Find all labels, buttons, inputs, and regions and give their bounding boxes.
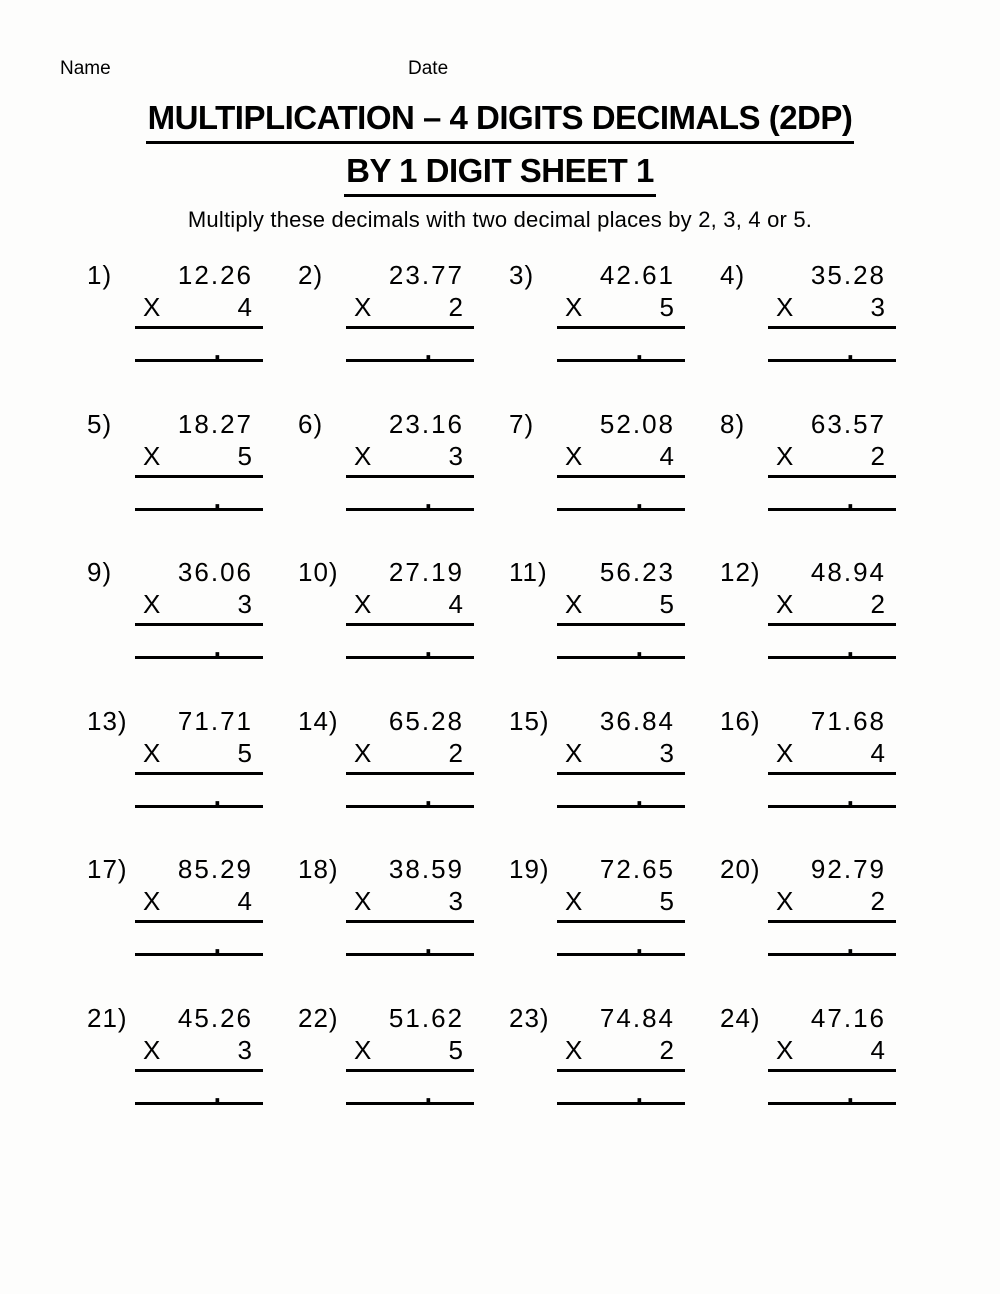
multiplication-problem xyxy=(296,555,507,662)
problem-number: 9) xyxy=(87,557,113,587)
problem-number: 24) xyxy=(720,1002,761,1033)
answer-line-bottom xyxy=(557,953,685,956)
problem-number: 15) xyxy=(509,705,550,736)
multiplier-value: 2 xyxy=(870,589,886,619)
problem-work-area xyxy=(768,852,896,959)
decimal-point-placeholder: . xyxy=(213,335,221,365)
answer-space xyxy=(135,775,263,811)
answer-line-bottom xyxy=(768,805,896,808)
name-label: Name xyxy=(60,58,111,79)
problem-work-area xyxy=(768,555,896,662)
decimal-point-placeholder: . xyxy=(424,780,432,811)
problem-number: 18) xyxy=(298,854,339,884)
multiplier-row xyxy=(346,441,474,478)
answer-space xyxy=(557,329,685,365)
decimal-point-placeholder: . xyxy=(424,632,432,662)
answer-line-bottom xyxy=(135,953,263,956)
multiplier-value: 4 xyxy=(448,589,464,619)
problem-number: 4) xyxy=(720,260,746,290)
multiplicand-value: 36.84 xyxy=(599,705,675,736)
problem-number: 3) xyxy=(509,260,535,290)
answer-space xyxy=(135,1072,263,1108)
answer-space xyxy=(768,775,896,811)
multiplier-value: 3 xyxy=(237,589,253,619)
multiplier-row xyxy=(135,441,263,478)
multiplier-row xyxy=(768,1035,896,1072)
problem-number: 19) xyxy=(509,854,550,884)
multiplier-row xyxy=(557,292,685,329)
header-meta xyxy=(0,58,1000,82)
answer-line-bottom xyxy=(346,805,474,808)
problem-number: 6) xyxy=(298,408,324,439)
multiplicand-value: 18.27 xyxy=(177,408,253,439)
decimal-point-placeholder: . xyxy=(424,1077,432,1108)
multiplication-problem xyxy=(296,704,507,811)
multiplicand-value: 74.84 xyxy=(599,1002,675,1033)
decimal-point-placeholder: . xyxy=(213,632,221,662)
multiplicand-value: 45.26 xyxy=(177,1002,253,1033)
answer-line-bottom xyxy=(557,805,685,808)
problems-grid xyxy=(85,258,929,1108)
answer-line-bottom xyxy=(768,359,896,362)
problem-work-area xyxy=(557,407,685,514)
multiplier-value: 4 xyxy=(237,292,253,322)
multiplication-problem xyxy=(85,1001,296,1108)
multiplier-value: 2 xyxy=(448,292,464,322)
decimal-point-placeholder: . xyxy=(213,1077,221,1108)
worksheet-title-line2: BY 1 DIGIT SHEET 1 xyxy=(344,151,656,197)
problem-number: 16) xyxy=(720,705,761,736)
multiplication-problem xyxy=(85,555,296,662)
answer-space xyxy=(768,923,896,959)
multiplier-value: 2 xyxy=(448,737,464,768)
problem-number: 13) xyxy=(87,705,128,736)
multiplicand-value: 92.79 xyxy=(810,854,886,884)
multiplier-value: 3 xyxy=(448,886,464,916)
multiplicand-value: 12.26 xyxy=(177,260,253,290)
multiplication-problem xyxy=(718,555,929,662)
multiply-sign: X xyxy=(776,292,795,322)
multiplier-row xyxy=(346,886,474,923)
multiplier-value: 3 xyxy=(448,440,464,471)
problem-work-area xyxy=(135,704,263,811)
decimal-point-placeholder: . xyxy=(846,929,854,959)
multiplication-problem xyxy=(296,852,507,959)
title-row-2 xyxy=(0,151,1000,197)
multiplier-value: 2 xyxy=(870,440,886,471)
multiplier-row xyxy=(346,589,474,626)
multiplier-row xyxy=(557,589,685,626)
multiplicand-value: 71.68 xyxy=(810,705,886,736)
multiplication-problem xyxy=(296,258,507,365)
multiplicand-value: 35.28 xyxy=(810,260,886,290)
decimal-point-placeholder: . xyxy=(846,1077,854,1108)
problem-number: 2) xyxy=(298,260,324,290)
multiplier-value: 5 xyxy=(659,589,675,619)
multiplier-row xyxy=(557,738,685,775)
multiplier-row xyxy=(346,292,474,329)
answer-space xyxy=(768,1072,896,1108)
problem-number: 7) xyxy=(509,408,535,439)
multiplicand-value: 23.77 xyxy=(388,260,464,290)
multiplication-problem xyxy=(507,852,718,959)
problem-number: 5) xyxy=(87,408,113,439)
worksheet-title-line1: MULTIPLICATION – 4 DIGITS DECIMALS (2DP) xyxy=(146,98,855,144)
date-label: Date xyxy=(408,58,449,79)
multiply-sign: X xyxy=(565,292,584,322)
multiply-sign: X xyxy=(776,589,795,619)
answer-line-bottom xyxy=(346,953,474,956)
multiplier-row xyxy=(135,738,263,775)
multiplier-value: 5 xyxy=(237,440,253,471)
multiplicand-value: 56.23 xyxy=(599,557,675,587)
multiplier-row xyxy=(346,1035,474,1072)
multiply-sign: X xyxy=(565,886,584,916)
problem-work-area xyxy=(135,555,263,662)
multiply-sign: X xyxy=(776,440,795,471)
multiplier-value: 5 xyxy=(237,737,253,768)
decimal-point-placeholder: . xyxy=(424,929,432,959)
multiplicand-value: 71.71 xyxy=(177,705,253,736)
answer-line-bottom xyxy=(557,359,685,362)
problem-number: 17) xyxy=(87,854,128,884)
answer-line-bottom xyxy=(135,508,263,511)
title-block xyxy=(0,98,1000,233)
multiplier-value: 3 xyxy=(659,737,675,768)
multiply-sign: X xyxy=(776,886,795,916)
decimal-point-placeholder: . xyxy=(635,929,643,959)
answer-space xyxy=(135,923,263,959)
problem-work-area xyxy=(346,852,474,959)
multiplier-row xyxy=(557,886,685,923)
decimal-point-placeholder: . xyxy=(635,1077,643,1108)
answer-line-bottom xyxy=(346,359,474,362)
decimal-point-placeholder: . xyxy=(846,335,854,365)
decimal-point-placeholder: . xyxy=(213,780,221,811)
answer-line-bottom xyxy=(135,805,263,808)
multiplicand-value: 72.65 xyxy=(599,854,675,884)
multiply-sign: X xyxy=(354,1034,373,1065)
problem-number: 21) xyxy=(87,1002,128,1033)
multiplicand-value: 38.59 xyxy=(388,854,464,884)
answer-line-bottom xyxy=(346,508,474,511)
answer-space xyxy=(135,478,263,514)
problem-work-area xyxy=(557,258,685,365)
multiplication-problem xyxy=(85,852,296,959)
answer-line-bottom xyxy=(768,1102,896,1105)
multiplication-problem xyxy=(507,704,718,811)
answer-line-bottom xyxy=(135,1102,263,1105)
multiply-sign: X xyxy=(143,440,162,471)
problem-number: 8) xyxy=(720,408,746,439)
decimal-point-placeholder: . xyxy=(846,632,854,662)
multiplier-value: 2 xyxy=(659,1034,675,1065)
multiplication-problem xyxy=(718,407,929,514)
multiplier-value: 2 xyxy=(870,886,886,916)
multiplier-value: 4 xyxy=(659,440,675,471)
multiplier-row xyxy=(135,292,263,329)
decimal-point-placeholder: . xyxy=(635,335,643,365)
answer-space xyxy=(135,329,263,365)
multiplication-problem xyxy=(296,1001,507,1108)
problem-work-area xyxy=(768,704,896,811)
multiplier-value: 4 xyxy=(870,737,886,768)
multiplicand-value: 65.28 xyxy=(388,705,464,736)
multiplier-value: 5 xyxy=(448,1034,464,1065)
problem-work-area xyxy=(135,258,263,365)
multiplication-problem xyxy=(85,407,296,514)
multiplier-row xyxy=(768,886,896,923)
multiplier-value: 5 xyxy=(659,292,675,322)
answer-line-bottom xyxy=(557,508,685,511)
multiplication-problem xyxy=(507,258,718,365)
answer-space xyxy=(768,478,896,514)
multiplier-value: 3 xyxy=(237,1034,253,1065)
problem-number: 10) xyxy=(298,557,339,587)
multiplier-row xyxy=(557,1035,685,1072)
multiplication-problem xyxy=(85,258,296,365)
multiply-sign: X xyxy=(143,589,162,619)
multiply-sign: X xyxy=(565,737,584,768)
answer-line-bottom xyxy=(768,508,896,511)
answer-space xyxy=(557,478,685,514)
answer-space xyxy=(346,923,474,959)
multiplication-problem xyxy=(718,1001,929,1108)
multiply-sign: X xyxy=(143,292,162,322)
problem-work-area xyxy=(135,407,263,514)
answer-space xyxy=(346,1072,474,1108)
multiplicand-value: 51.62 xyxy=(388,1002,464,1033)
answer-space xyxy=(135,626,263,662)
problem-work-area xyxy=(557,555,685,662)
answer-line-bottom xyxy=(768,656,896,659)
problem-work-area xyxy=(768,258,896,365)
multiplier-row xyxy=(135,589,263,626)
answer-line-bottom xyxy=(557,1102,685,1105)
answer-line-bottom xyxy=(135,359,263,362)
multiplication-problem xyxy=(507,407,718,514)
problem-work-area xyxy=(768,1001,896,1108)
answer-space xyxy=(346,626,474,662)
answer-line-bottom xyxy=(557,656,685,659)
multiply-sign: X xyxy=(354,886,373,916)
multiplier-value: 5 xyxy=(659,886,675,916)
multiplicand-value: 63.57 xyxy=(810,408,886,439)
multiplicand-value: 36.06 xyxy=(177,557,253,587)
multiply-sign: X xyxy=(354,589,373,619)
multiplier-row xyxy=(768,589,896,626)
problem-work-area xyxy=(346,407,474,514)
decimal-point-placeholder: . xyxy=(424,335,432,365)
problem-work-area xyxy=(346,1001,474,1108)
decimal-point-placeholder: . xyxy=(424,483,432,514)
problem-work-area xyxy=(135,1001,263,1108)
multiplier-value: 4 xyxy=(237,886,253,916)
answer-space xyxy=(557,923,685,959)
problem-work-area xyxy=(346,704,474,811)
multiplicand-value: 27.19 xyxy=(388,557,464,587)
multiply-sign: X xyxy=(565,589,584,619)
problem-work-area xyxy=(346,555,474,662)
problem-number: 12) xyxy=(720,557,761,587)
instructions-text: Multiply these decimals with two decimal places by 2, 3, 4 or 5. xyxy=(187,207,813,232)
multiplication-problem xyxy=(85,704,296,811)
problem-number: 1) xyxy=(87,260,113,290)
problem-work-area xyxy=(768,407,896,514)
answer-line-bottom xyxy=(346,1102,474,1105)
answer-line-bottom xyxy=(346,656,474,659)
multiplier-row xyxy=(135,886,263,923)
multiply-sign: X xyxy=(143,737,162,768)
multiplier-value: 4 xyxy=(870,1034,886,1065)
answer-space xyxy=(346,478,474,514)
multiplication-problem xyxy=(507,555,718,662)
multiplication-problem xyxy=(507,1001,718,1108)
multiplication-problem xyxy=(718,258,929,365)
decimal-point-placeholder: . xyxy=(213,929,221,959)
problem-work-area xyxy=(557,852,685,959)
answer-line-bottom xyxy=(135,656,263,659)
multiply-sign: X xyxy=(776,737,795,768)
answer-space xyxy=(557,1072,685,1108)
multiplier-row xyxy=(768,738,896,775)
problem-number: 22) xyxy=(298,1002,339,1033)
problem-number: 14) xyxy=(298,705,339,736)
problem-work-area xyxy=(346,258,474,365)
answer-space xyxy=(768,329,896,365)
multiplicand-value: 52.08 xyxy=(599,408,675,439)
problem-number: 20) xyxy=(720,854,761,884)
multiplier-row xyxy=(346,738,474,775)
problem-number: 11) xyxy=(509,557,548,587)
answer-space xyxy=(346,775,474,811)
decimal-point-placeholder: . xyxy=(846,780,854,811)
multiply-sign: X xyxy=(143,886,162,916)
multiplier-row xyxy=(768,441,896,478)
problem-work-area xyxy=(135,852,263,959)
multiplier-row xyxy=(135,1035,263,1072)
problem-work-area xyxy=(557,1001,685,1108)
problem-work-area xyxy=(557,704,685,811)
title-row-1 xyxy=(0,98,1000,144)
multiply-sign: X xyxy=(354,440,373,471)
multiplication-problem xyxy=(718,852,929,959)
multiplier-value: 3 xyxy=(870,292,886,322)
decimal-point-placeholder: . xyxy=(846,483,854,514)
answer-space xyxy=(557,626,685,662)
multiplicand-value: 48.94 xyxy=(810,557,886,587)
multiply-sign: X xyxy=(565,440,584,471)
multiply-sign: X xyxy=(354,292,373,322)
multiplicand-value: 23.16 xyxy=(388,408,464,439)
multiplier-row xyxy=(557,441,685,478)
decimal-point-placeholder: . xyxy=(635,632,643,662)
decimal-point-placeholder: . xyxy=(635,483,643,514)
multiplication-problem xyxy=(296,407,507,514)
multiply-sign: X xyxy=(354,737,373,768)
decimal-point-placeholder: . xyxy=(635,780,643,811)
problem-number: 23) xyxy=(509,1002,550,1033)
multiplicand-value: 42.61 xyxy=(599,260,675,290)
multiply-sign: X xyxy=(776,1034,795,1065)
multiply-sign: X xyxy=(143,1034,162,1065)
answer-line-bottom xyxy=(768,953,896,956)
answer-space xyxy=(557,775,685,811)
multiplication-problem xyxy=(718,704,929,811)
multiplicand-value: 47.16 xyxy=(810,1002,886,1033)
decimal-point-placeholder: . xyxy=(213,483,221,514)
multiplier-row xyxy=(768,292,896,329)
multiply-sign: X xyxy=(565,1034,584,1065)
multiplicand-value: 85.29 xyxy=(177,854,253,884)
answer-space xyxy=(346,329,474,365)
answer-space xyxy=(768,626,896,662)
